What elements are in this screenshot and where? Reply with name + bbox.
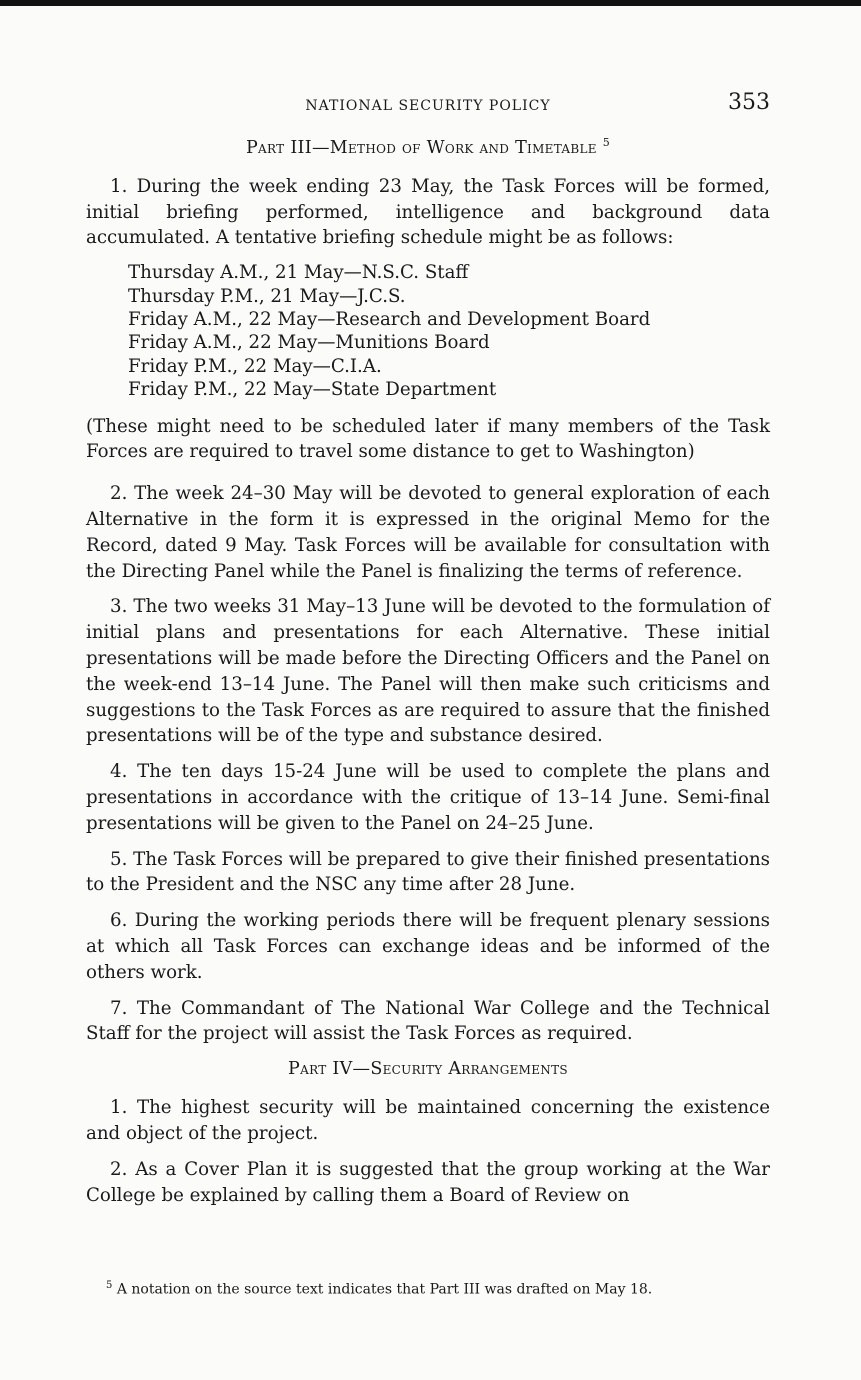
footnote-reference: 5 xyxy=(602,136,610,149)
footnote-marker: 5 xyxy=(106,1280,113,1291)
schedule-note: (These might need to be scheduled later if many members of the Task Forces are required to travel some distance to get to Washington) xyxy=(86,415,770,463)
document-page xyxy=(86,90,770,1218)
schedule-item: Friday P.M., 22 May—State Department xyxy=(128,379,497,401)
briefing-schedule xyxy=(128,261,770,401)
schedule-item: Thursday A.M., 21 May—N.S.C. Staff xyxy=(128,262,469,284)
part-iv-heading xyxy=(86,1059,770,1079)
running-head xyxy=(86,90,770,124)
part-iii-paragraph-4: 4. The ten days 15-24 June will be used to complete the plans and presentations in accordance with the critique of 13–14 June. Semi-final presentations will be given to the Panel on 24–25 June. xyxy=(86,761,770,834)
footnote xyxy=(86,1276,770,1300)
part-iii-heading xyxy=(86,136,770,158)
schedule-item: Friday A.M., 22 May—Munitions Board xyxy=(128,332,490,354)
part-iii-heading-text: Part III—Method of Work and Timetable xyxy=(245,137,597,158)
running-title: NATIONAL SECURITY POLICY xyxy=(305,98,551,114)
page-number: 353 xyxy=(728,90,770,115)
part-iv-paragraph-1: 1. The highest security will be maintained concerning the existence and object of the project. xyxy=(86,1097,770,1144)
part-iii-paragraph-1: 1. During the week ending 23 May, the Task Forces will be formed, initial briefing performed, intelligence and background data accumulated. A tentative briefing schedule might be as follows: xyxy=(86,175,770,249)
part-iii-paragraph-7: 7. The Commandant of The National War College and the Technical Staff for the project will assist the Task Forces as required. xyxy=(86,997,770,1045)
schedule-item: Thursday P.M., 21 May—J.C.S. xyxy=(128,285,406,307)
footnote-text: A notation on the source text indicates that Part III was drafted on May 18. xyxy=(116,1281,653,1298)
part-iii-paragraph-3: 3. The two weeks 31 May–13 June will be devoted to the formulation of initial plans and presentations for each Alternative. These initial presentations will be made before the Directing Officers and the Panel on the week-end 13–14 June. The Panel will then make such criticisms and suggestions to the Task Forces as are required to assure that the finished presentations will be of the type and substance desired. xyxy=(86,596,770,747)
part-iv-heading-text: Part IV—Security Arrangements xyxy=(288,1059,568,1080)
schedule-item: Friday A.M., 22 May—Research and Development Board xyxy=(128,309,651,331)
part-iii-paragraph-2: 2. The week 24–30 May will be devoted to general exploration of each Alternative in the form it is expressed in the original Memo for the Record, dated 9 May. Task Forces will be available for consultation with the Directing Panel while the Panel is finalizing the terms of reference. xyxy=(86,483,770,582)
part-iv-paragraph-2: 2. As a Cover Plan it is suggested that the group working at the War College be explained by calling them a Board of Review on xyxy=(86,1158,770,1206)
schedule-item: Friday P.M., 22 May—C.I.A. xyxy=(128,355,382,377)
part-iii-paragraph-6: 6. During the working periods there will be frequent plenary sessions at which all Task Forces can exchange ideas and be informed of the others work. xyxy=(86,910,770,983)
top-border xyxy=(0,0,861,6)
part-iii-paragraph-5: 5. The Task Forces will be prepared to give their finished presentations to the President and the NSC any time after 28 June. xyxy=(86,848,770,896)
